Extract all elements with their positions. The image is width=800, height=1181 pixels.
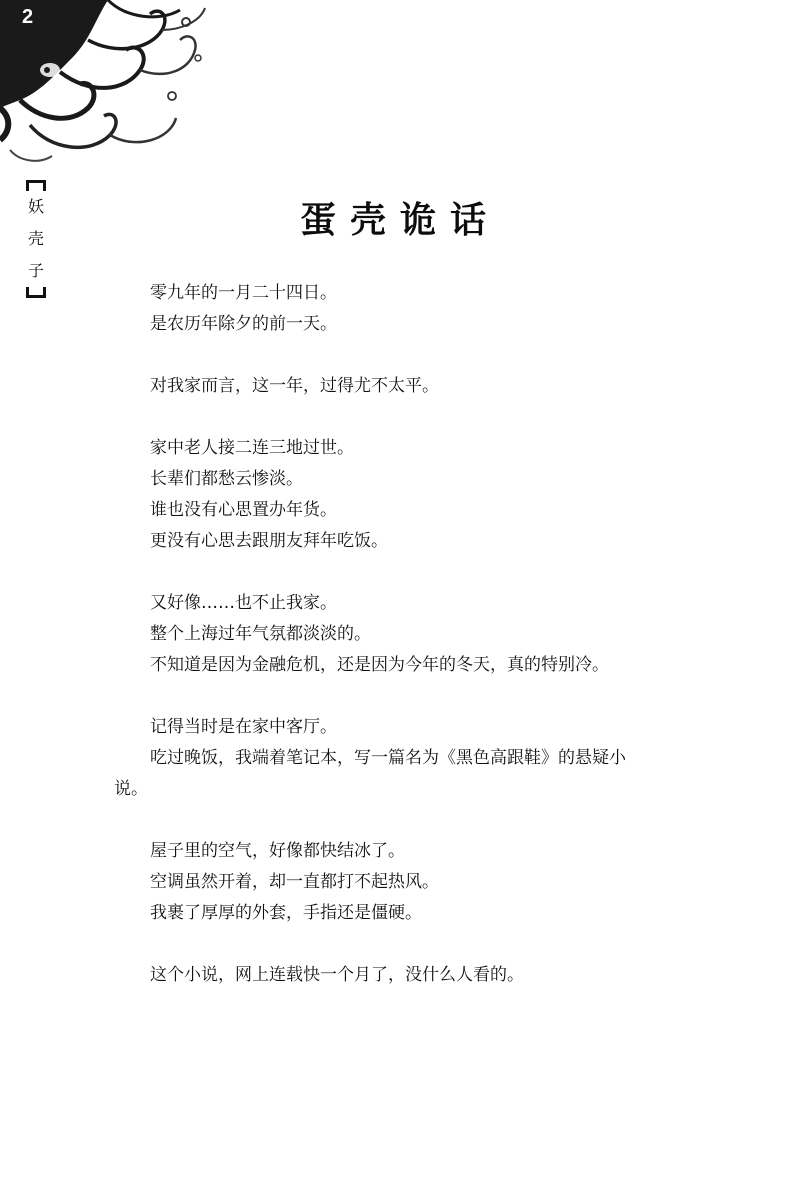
text-line: 又好像……也不止我家。 [150, 593, 337, 613]
text-line-continued: 说。 [114, 779, 148, 799]
side-label-char: 妖 [27, 197, 44, 216]
paragraph-gap [150, 340, 710, 371]
text-line: 吃过晚饭，我端着笔记本，写一篇名为《黑色高跟鞋》的悬疑小 [150, 748, 626, 768]
bracket-bottom [26, 287, 46, 298]
paragraph-gap [150, 681, 710, 712]
text-line: 对我家而言，这一年，过得尤不太平。 [150, 376, 439, 396]
text-line: 不知道是因为金融危机，还是因为今年的冬天，真的特别冷。 [150, 655, 609, 675]
side-label-char: 壳 [27, 229, 44, 248]
paragraph-gap [150, 557, 710, 588]
side-chapter-label [16, 180, 56, 298]
text-line: 谁也没有心思置办年货。 [150, 500, 337, 520]
text-line: 整个上海过年气氛都淡淡的。 [150, 624, 371, 644]
text-line: 家中老人接二连三地过世。 [150, 438, 354, 458]
text-line: 记得当时是在家中客厅。 [150, 717, 337, 737]
paragraph-gap [150, 402, 710, 433]
text-line: 空调虽然开着，却一直都打不起热风。 [150, 872, 439, 892]
text-line: 是农历年除夕的前一天。 [150, 314, 337, 334]
page-number: 2 [22, 6, 34, 28]
text-line: 这个小说，网上连载快一个月了，没什么人看的。 [150, 965, 524, 985]
text-line: 我裹了厚厚的外套，手指还是僵硬。 [150, 903, 422, 923]
text-line: 更没有心思去跟朋友拜年吃饭。 [150, 531, 388, 551]
text-line: 零九年的一月二十四日。 [150, 283, 337, 303]
text-line: 长辈们都愁云惨淡。 [150, 469, 303, 489]
body-text [114, 278, 710, 991]
text-line: 屋子里的空气，好像都快结冰了。 [150, 841, 405, 861]
chapter-title: 蛋壳诡话 [299, 199, 500, 241]
paragraph-gap [150, 929, 710, 960]
paragraph-gap [150, 805, 710, 836]
side-label-char: 子 [27, 261, 44, 280]
bracket-top [26, 180, 46, 191]
